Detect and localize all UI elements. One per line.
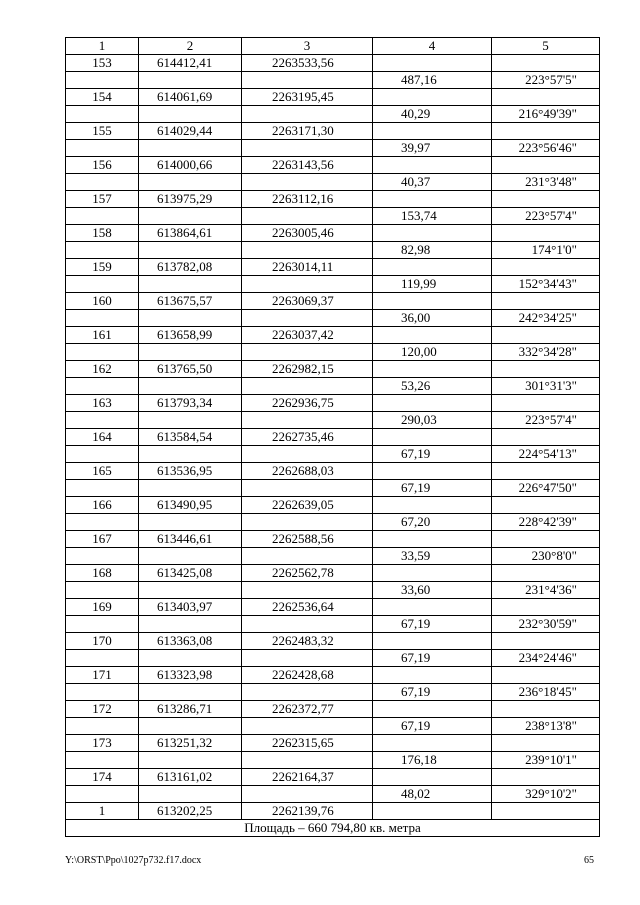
cell-y-coordinate (242, 174, 373, 191)
cell-y-coordinate (242, 582, 373, 599)
cell-distance: 40,29 (373, 106, 492, 123)
cell-y-coordinate: 2262536,64 (242, 599, 373, 616)
table-row (66, 599, 600, 616)
cell-x-coordinate: 613425,08 (139, 565, 242, 582)
cell-distance (373, 769, 492, 786)
cell-y-coordinate (242, 140, 373, 157)
cell-x-coordinate (139, 106, 242, 123)
cell-y-coordinate: 2263069,37 (242, 293, 373, 310)
cell-y-coordinate (242, 548, 373, 565)
cell-point-number (66, 276, 139, 293)
cell-bearing: 174°1'0" (492, 242, 600, 259)
cell-y-coordinate: 2262639,05 (242, 497, 373, 514)
cell-y-coordinate: 2263112,16 (242, 191, 373, 208)
cell-distance: 487,16 (373, 72, 492, 89)
cell-x-coordinate: 613446,61 (139, 531, 242, 548)
cell-x-coordinate: 614000,66 (139, 157, 242, 174)
cell-point-number (66, 480, 139, 497)
cell-x-coordinate: 613323,98 (139, 667, 242, 684)
cell-distance (373, 157, 492, 174)
cell-bearing (492, 463, 600, 480)
cell-y-coordinate: 2263171,30 (242, 123, 373, 140)
cell-y-coordinate: 2262936,75 (242, 395, 373, 412)
coordinates-table (65, 37, 600, 837)
table-row (66, 429, 600, 446)
cell-distance (373, 463, 492, 480)
cell-x-coordinate (139, 582, 242, 599)
cell-x-coordinate (139, 446, 242, 463)
cell-distance: 176,18 (373, 752, 492, 769)
cell-point-number: 172 (66, 701, 139, 718)
cell-point-number: 156 (66, 157, 139, 174)
cell-bearing (492, 293, 600, 310)
cell-point-number (66, 446, 139, 463)
cell-distance: 82,98 (373, 242, 492, 259)
cell-x-coordinate: 614412,41 (139, 55, 242, 72)
cell-y-coordinate: 2262588,56 (242, 531, 373, 548)
cell-y-coordinate (242, 412, 373, 429)
table-row (66, 412, 600, 429)
cell-bearing: 329°10'2" (492, 786, 600, 803)
cell-point-number (66, 208, 139, 225)
cell-x-coordinate: 613251,32 (139, 735, 242, 752)
table-footer (66, 820, 600, 837)
cell-point-number: 166 (66, 497, 139, 514)
cell-y-coordinate: 2262735,46 (242, 429, 373, 446)
cell-y-coordinate (242, 752, 373, 769)
cell-y-coordinate (242, 276, 373, 293)
cell-y-coordinate (242, 684, 373, 701)
cell-point-number (66, 344, 139, 361)
cell-bearing (492, 735, 600, 752)
table-row (66, 582, 600, 599)
page-number: 65 (584, 855, 594, 866)
cell-distance: 33,59 (373, 548, 492, 565)
cell-distance: 153,74 (373, 208, 492, 225)
cell-point-number: 171 (66, 667, 139, 684)
cell-bearing: 228°42'39" (492, 514, 600, 531)
cell-distance (373, 55, 492, 72)
cell-bearing (492, 361, 600, 378)
cell-y-coordinate: 2262982,15 (242, 361, 373, 378)
cell-bearing: 223°57'4" (492, 208, 600, 225)
cell-distance (373, 803, 492, 820)
cell-y-coordinate (242, 446, 373, 463)
table-body (66, 55, 600, 820)
cell-x-coordinate: 613536,95 (139, 463, 242, 480)
cell-distance (373, 429, 492, 446)
cell-bearing: 236°18'45" (492, 684, 600, 701)
cell-distance (373, 89, 492, 106)
table-header (66, 38, 600, 55)
table-row (66, 276, 600, 293)
cell-distance (373, 565, 492, 582)
cell-distance (373, 599, 492, 616)
table-row (66, 378, 600, 395)
cell-bearing (492, 667, 600, 684)
cell-x-coordinate (139, 412, 242, 429)
header-col-1: 1 (66, 38, 139, 55)
cell-point-number: 167 (66, 531, 139, 548)
cell-point-number (66, 412, 139, 429)
cell-x-coordinate (139, 752, 242, 769)
cell-y-coordinate: 2263014,11 (242, 259, 373, 276)
cell-x-coordinate (139, 310, 242, 327)
cell-x-coordinate (139, 786, 242, 803)
cell-y-coordinate: 2262688,03 (242, 463, 373, 480)
header-row (66, 38, 600, 55)
cell-distance (373, 361, 492, 378)
table-row (66, 446, 600, 463)
header-col-4: 4 (373, 38, 492, 55)
cell-x-coordinate (139, 276, 242, 293)
cell-y-coordinate: 2262372,77 (242, 701, 373, 718)
table-row (66, 701, 600, 718)
cell-point-number: 159 (66, 259, 139, 276)
cell-point-number (66, 106, 139, 123)
table-row (66, 480, 600, 497)
cell-distance: 67,19 (373, 446, 492, 463)
cell-distance: 53,26 (373, 378, 492, 395)
cell-x-coordinate: 613975,29 (139, 191, 242, 208)
cell-bearing: 242°34'25" (492, 310, 600, 327)
cell-point-number: 158 (66, 225, 139, 242)
cell-bearing (492, 633, 600, 650)
table-row (66, 89, 600, 106)
header-col-5: 5 (492, 38, 600, 55)
cell-x-coordinate: 613161,02 (139, 769, 242, 786)
cell-y-coordinate: 2263143,56 (242, 157, 373, 174)
cell-bearing: 231°3'48" (492, 174, 600, 191)
cell-point-number (66, 650, 139, 667)
table-row (66, 769, 600, 786)
cell-point-number (66, 786, 139, 803)
cell-point-number: 157 (66, 191, 139, 208)
cell-y-coordinate (242, 242, 373, 259)
cell-x-coordinate: 613658,99 (139, 327, 242, 344)
cell-bearing: 230°8'0" (492, 548, 600, 565)
cell-point-number: 155 (66, 123, 139, 140)
cell-distance: 40,37 (373, 174, 492, 191)
cell-x-coordinate (139, 174, 242, 191)
cell-y-coordinate (242, 786, 373, 803)
cell-x-coordinate (139, 208, 242, 225)
cell-x-coordinate (139, 684, 242, 701)
cell-bearing: 216°49'39" (492, 106, 600, 123)
table-row (66, 106, 600, 123)
cell-y-coordinate (242, 344, 373, 361)
table-row (66, 463, 600, 480)
table-row (66, 650, 600, 667)
table-row (66, 344, 600, 361)
cell-y-coordinate (242, 650, 373, 667)
cell-y-coordinate (242, 378, 373, 395)
table-row (66, 616, 600, 633)
cell-point-number: 173 (66, 735, 139, 752)
cell-distance: 48,02 (373, 786, 492, 803)
cell-distance (373, 259, 492, 276)
table-row (66, 140, 600, 157)
cell-distance: 36,00 (373, 310, 492, 327)
cell-point-number: 164 (66, 429, 139, 446)
table-row (66, 327, 600, 344)
cell-point-number: 161 (66, 327, 139, 344)
cell-distance: 67,19 (373, 616, 492, 633)
cell-x-coordinate (139, 140, 242, 157)
cell-point-number: 154 (66, 89, 139, 106)
cell-y-coordinate (242, 480, 373, 497)
cell-point-number (66, 514, 139, 531)
cell-y-coordinate: 2262483,32 (242, 633, 373, 650)
cell-bearing: 224°54'13" (492, 446, 600, 463)
cell-point-number (66, 242, 139, 259)
cell-bearing (492, 225, 600, 242)
table-row (66, 191, 600, 208)
cell-x-coordinate: 613675,57 (139, 293, 242, 310)
cell-point-number (66, 378, 139, 395)
cell-bearing (492, 55, 600, 72)
cell-x-coordinate: 613782,08 (139, 259, 242, 276)
cell-y-coordinate: 2262562,78 (242, 565, 373, 582)
cell-distance: 120,00 (373, 344, 492, 361)
cell-point-number (66, 310, 139, 327)
cell-x-coordinate: 613793,34 (139, 395, 242, 412)
table-row (66, 174, 600, 191)
table-row (66, 667, 600, 684)
cell-y-coordinate (242, 72, 373, 89)
cell-distance (373, 123, 492, 140)
header-col-3: 3 (242, 38, 373, 55)
cell-bearing (492, 803, 600, 820)
table-row (66, 752, 600, 769)
cell-y-coordinate: 2263037,42 (242, 327, 373, 344)
table-row (66, 242, 600, 259)
cell-x-coordinate: 613490,95 (139, 497, 242, 514)
cell-y-coordinate (242, 208, 373, 225)
table-row (66, 786, 600, 803)
table-row (66, 157, 600, 174)
cell-point-number (66, 582, 139, 599)
cell-distance (373, 633, 492, 650)
cell-point-number: 160 (66, 293, 139, 310)
table-row (66, 208, 600, 225)
cell-distance: 119,99 (373, 276, 492, 293)
cell-point-number: 169 (66, 599, 139, 616)
header-col-2: 2 (139, 38, 242, 55)
cell-y-coordinate: 2262315,65 (242, 735, 373, 752)
cell-bearing: 223°57'4" (492, 412, 600, 429)
cell-x-coordinate (139, 72, 242, 89)
cell-bearing (492, 565, 600, 582)
cell-distance: 67,20 (373, 514, 492, 531)
cell-bearing: 223°56'46" (492, 140, 600, 157)
cell-y-coordinate (242, 514, 373, 531)
cell-x-coordinate (139, 650, 242, 667)
cell-y-coordinate: 2262139,76 (242, 803, 373, 820)
cell-bearing (492, 701, 600, 718)
cell-distance (373, 667, 492, 684)
cell-bearing (492, 157, 600, 174)
cell-point-number (66, 72, 139, 89)
table-row (66, 497, 600, 514)
cell-x-coordinate: 613363,08 (139, 633, 242, 650)
table-row (66, 803, 600, 820)
cell-point-number (66, 616, 139, 633)
cell-bearing (492, 497, 600, 514)
cell-distance: 67,19 (373, 650, 492, 667)
table-row (66, 531, 600, 548)
cell-y-coordinate (242, 616, 373, 633)
cell-point-number (66, 684, 139, 701)
cell-y-coordinate (242, 310, 373, 327)
table-row (66, 293, 600, 310)
cell-point-number (66, 548, 139, 565)
cell-distance: 33,60 (373, 582, 492, 599)
table-row (66, 633, 600, 650)
cell-bearing: 152°34'43" (492, 276, 600, 293)
cell-bearing: 239°10'1" (492, 752, 600, 769)
cell-distance (373, 395, 492, 412)
table-row (66, 310, 600, 327)
cell-bearing (492, 429, 600, 446)
cell-bearing (492, 259, 600, 276)
cell-bearing (492, 531, 600, 548)
cell-distance (373, 531, 492, 548)
area-total: Площадь – 660 794,80 кв. метра (66, 820, 600, 837)
table-row (66, 225, 600, 242)
cell-x-coordinate: 614029,44 (139, 123, 242, 140)
cell-x-coordinate: 613403,97 (139, 599, 242, 616)
cell-bearing: 232°30'59" (492, 616, 600, 633)
cell-y-coordinate (242, 718, 373, 735)
cell-distance (373, 327, 492, 344)
cell-y-coordinate: 2262428,68 (242, 667, 373, 684)
table-row (66, 718, 600, 735)
cell-bearing: 226°47'50" (492, 480, 600, 497)
cell-distance (373, 293, 492, 310)
cell-bearing: 231°4'36" (492, 582, 600, 599)
cell-bearing (492, 123, 600, 140)
cell-bearing (492, 327, 600, 344)
cell-x-coordinate: 614061,69 (139, 89, 242, 106)
cell-bearing (492, 769, 600, 786)
cell-x-coordinate: 613584,54 (139, 429, 242, 446)
cell-distance: 67,19 (373, 480, 492, 497)
cell-x-coordinate (139, 616, 242, 633)
cell-y-coordinate (242, 106, 373, 123)
cell-bearing (492, 191, 600, 208)
table-row (66, 548, 600, 565)
cell-point-number: 162 (66, 361, 139, 378)
cell-bearing (492, 599, 600, 616)
cell-y-coordinate: 2262164,37 (242, 769, 373, 786)
cell-distance (373, 225, 492, 242)
cell-y-coordinate: 2263195,45 (242, 89, 373, 106)
table-row (66, 395, 600, 412)
cell-x-coordinate (139, 514, 242, 531)
table-row (66, 55, 600, 72)
cell-distance (373, 191, 492, 208)
table-row (66, 259, 600, 276)
table-row (66, 514, 600, 531)
area-row (66, 820, 600, 837)
cell-x-coordinate: 613765,50 (139, 361, 242, 378)
cell-point-number: 168 (66, 565, 139, 582)
cell-point-number: 174 (66, 769, 139, 786)
cell-point-number: 1 (66, 803, 139, 820)
cell-bearing: 332°34'28" (492, 344, 600, 361)
cell-point-number: 163 (66, 395, 139, 412)
cell-x-coordinate (139, 242, 242, 259)
cell-point-number (66, 174, 139, 191)
cell-bearing: 238°13'8" (492, 718, 600, 735)
cell-bearing: 301°31'3" (492, 378, 600, 395)
cell-point-number (66, 752, 139, 769)
cell-x-coordinate: 613864,61 (139, 225, 242, 242)
cell-distance (373, 735, 492, 752)
cell-y-coordinate: 2263533,56 (242, 55, 373, 72)
table-row (66, 735, 600, 752)
cell-point-number: 153 (66, 55, 139, 72)
cell-point-number (66, 140, 139, 157)
table-row (66, 72, 600, 89)
table-row (66, 361, 600, 378)
cell-point-number: 165 (66, 463, 139, 480)
cell-x-coordinate (139, 344, 242, 361)
cell-x-coordinate (139, 718, 242, 735)
cell-distance (373, 497, 492, 514)
cell-distance: 67,19 (373, 684, 492, 701)
cell-distance: 39,97 (373, 140, 492, 157)
cell-bearing: 223°57'5" (492, 72, 600, 89)
cell-bearing: 234°24'46" (492, 650, 600, 667)
table-row (66, 684, 600, 701)
cell-x-coordinate (139, 480, 242, 497)
cell-point-number (66, 718, 139, 735)
cell-distance: 67,19 (373, 718, 492, 735)
cell-bearing (492, 89, 600, 106)
file-path: Y:\ORST\Ppo\1027p732.f17.docx (65, 855, 202, 866)
cell-x-coordinate: 613202,25 (139, 803, 242, 820)
table-row (66, 565, 600, 582)
cell-point-number: 170 (66, 633, 139, 650)
cell-distance (373, 701, 492, 718)
cell-distance: 290,03 (373, 412, 492, 429)
cell-y-coordinate: 2263005,46 (242, 225, 373, 242)
table-row (66, 123, 600, 140)
cell-x-coordinate: 613286,71 (139, 701, 242, 718)
cell-x-coordinate (139, 378, 242, 395)
cell-bearing (492, 395, 600, 412)
cell-x-coordinate (139, 548, 242, 565)
